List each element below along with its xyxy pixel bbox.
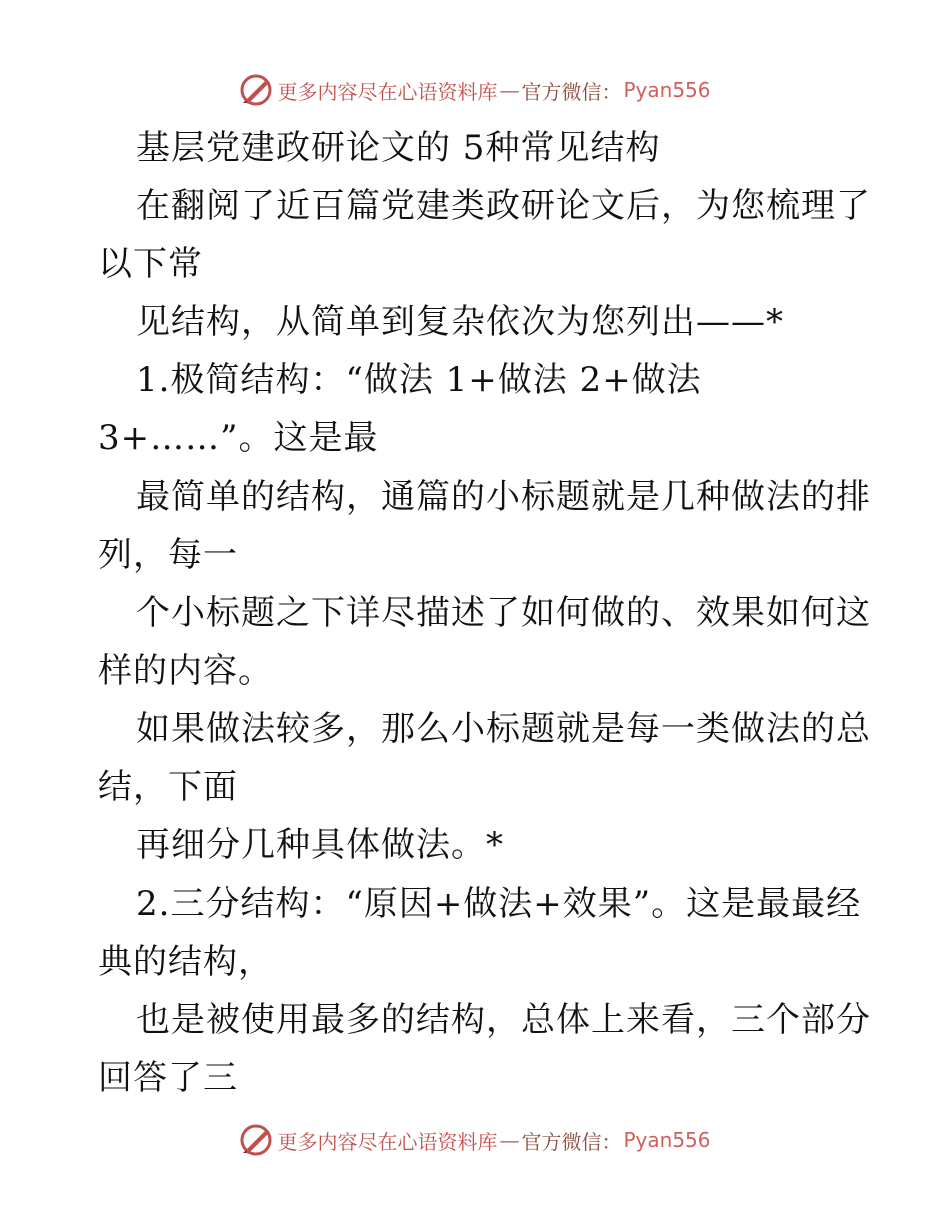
paragraph-line: 个小标题之下详尽描述了如何做的、效果如何这 (136, 593, 871, 633)
paragraph-line: 在翻阅了近百篇党建类政研论文后，为您梳理了 (136, 186, 871, 226)
paragraph-line: 最简单的结构，通篇的小标题就是几种做法的排 (136, 477, 871, 517)
paragraph-line: 典的结构， (98, 942, 273, 982)
banner-wechat-label: 官方微信： (521, 79, 622, 104)
pen-logo-icon (239, 73, 273, 107)
paragraph-line: 样的内容。 (98, 651, 273, 691)
paragraph-line: 3+……”。这是最 (98, 418, 379, 458)
banner-text: 更多内容尽在心语资料库 (277, 79, 498, 104)
paragraph-line: 结，下面 (98, 767, 238, 807)
banner-dash: — (499, 78, 520, 102)
banner-wechat-label: 官方微信： (521, 1129, 622, 1154)
banner-text: 更多内容尽在心语资料库 (277, 1129, 498, 1154)
document-title: 基层党建政研论文的 5种常见结构 (136, 128, 661, 168)
paragraph-line: 回答了三 (98, 1058, 238, 1098)
paragraph-line: 2.三分结构：“原因+做法+效果”。这是最最经 (136, 884, 862, 924)
header-banner (0, 70, 950, 110)
paragraph-line: 也是被使用最多的结构，总体上来看，三个部分 (136, 1000, 871, 1040)
footer-banner (0, 1120, 950, 1160)
banner-wechat-id: Pyan556 (623, 78, 711, 102)
banner-dash: — (499, 1128, 520, 1152)
paragraph-line: 见结构，从简单到复杂依次为您列出——* (136, 302, 784, 342)
paragraph-line: 1.极简结构：“做法 1+做法 2+做法 (136, 360, 702, 400)
paragraph-line: 列，每一 (98, 535, 238, 575)
pen-logo-icon (239, 1123, 273, 1157)
paragraph-line: 再细分几种具体做法。* (136, 825, 504, 865)
banner-wechat-id: Pyan556 (623, 1128, 711, 1152)
paragraph-line: 以下常 (98, 244, 203, 284)
paragraph-line: 如果做法较多，那么小标题就是每一类做法的总 (136, 709, 871, 749)
